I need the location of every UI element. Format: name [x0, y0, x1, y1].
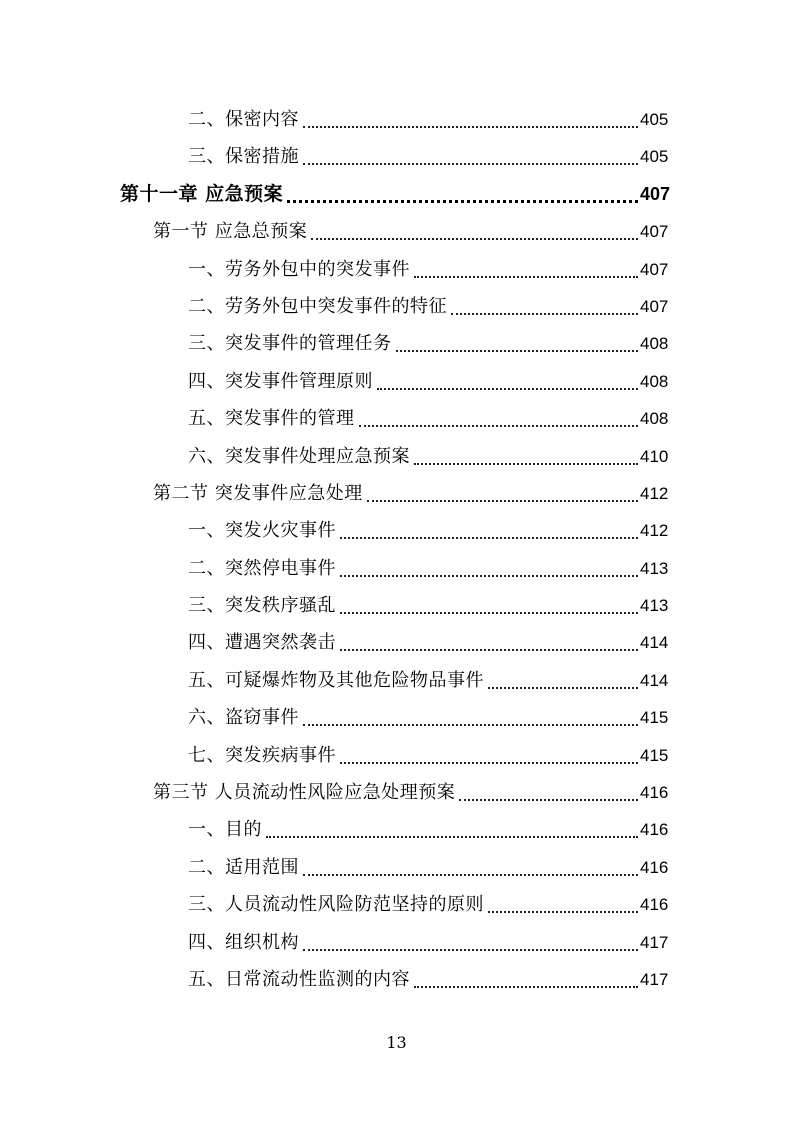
toc-entry-title: 二、突然停电事件: [188, 557, 336, 579]
toc-entry-page: 405: [640, 110, 669, 129]
toc-entry-page: 414: [640, 633, 669, 653]
toc-entry-page: 415: [640, 745, 669, 765]
toc-entry-title: 六、盗窃事件: [188, 707, 299, 729]
toc-entry-title: 第二节 突发事件应急处理: [153, 482, 363, 504]
toc-dot-leader: [414, 463, 638, 465]
toc-entry-title: 三、突发秩序骚乱: [188, 595, 336, 617]
toc-dot-leader: [488, 911, 638, 913]
toc-item-entry[interactable]: [0, 587, 793, 624]
toc-entry-page: 416: [640, 857, 669, 877]
toc-dot-leader: [359, 425, 638, 427]
toc-item-entry[interactable]: [0, 438, 793, 475]
toc-entry-page: 412: [640, 483, 669, 503]
toc-entry-page: 407: [640, 259, 669, 279]
toc-entry-page: 408: [640, 334, 669, 354]
toc-entry-page: 407: [640, 222, 669, 242]
toc-item-entry[interactable]: [0, 886, 793, 923]
toc-dot-leader: [303, 949, 638, 951]
toc-dot-leader: [303, 874, 638, 876]
toc-section-entry[interactable]: [0, 213, 793, 250]
toc-dot-leader: [303, 724, 638, 726]
toc-entry-page: 416: [640, 783, 669, 803]
toc-dot-leader: [266, 836, 638, 838]
toc-dot-leader: [340, 649, 638, 651]
toc-item-entry[interactable]: [0, 251, 793, 288]
toc-entry-title: 一、劳务外包中的突发事件: [188, 258, 410, 280]
toc-entry-title: 第一节 应急总预案: [153, 221, 308, 243]
toc-entry-title: 六、突发事件处理应急预案: [188, 445, 410, 467]
toc-entry-page: 412: [640, 521, 669, 541]
toc-dot-leader: [367, 500, 638, 502]
toc-section-entry[interactable]: [0, 475, 793, 512]
toc-dot-leader: [459, 799, 638, 801]
page-number: 13: [386, 1033, 407, 1052]
toc-entry-title: 五、日常流动性监测的内容: [188, 968, 410, 990]
toc-entry-title: 五、突发事件的管理: [188, 408, 355, 430]
toc-section-entry[interactable]: [0, 774, 793, 811]
toc-entry-title: 四、遭遇突然袭击: [188, 632, 336, 654]
toc-entry-page: 408: [640, 409, 669, 429]
toc-entry-title: 三、人员流动性风险防范坚持的原则: [188, 894, 484, 916]
toc-item-entry[interactable]: [0, 737, 793, 774]
toc-entry-title: 三、保密措施: [188, 146, 299, 168]
toc-dot-leader: [451, 313, 638, 315]
toc-entry-page: 407: [640, 296, 669, 316]
toc-item-entry[interactable]: [0, 101, 793, 138]
toc-entry-page: 413: [640, 558, 669, 578]
toc-item-entry[interactable]: [0, 662, 793, 699]
toc-entry-page: 414: [640, 670, 669, 690]
toc-entry-page: 415: [640, 708, 669, 728]
toc-item-entry[interactable]: [0, 699, 793, 736]
toc-entry-title: 一、突发火灾事件: [188, 520, 336, 542]
toc-item-entry[interactable]: [0, 363, 793, 400]
toc-entry-title: 第三节 人员流动性风险应急处理预案: [153, 782, 456, 804]
toc-entry-title: 第十一章 应急预案: [120, 182, 284, 205]
toc-entry-title: 一、目的: [188, 819, 262, 841]
toc-item-entry[interactable]: [0, 624, 793, 661]
toc-item-entry[interactable]: [0, 512, 793, 549]
toc-entry-page: 417: [640, 969, 669, 989]
toc-dot-leader: [414, 276, 638, 278]
toc-dot-leader: [303, 126, 638, 128]
toc-entry-page: 416: [640, 895, 669, 915]
toc-dot-leader: [414, 986, 638, 988]
toc-item-entry[interactable]: [0, 400, 793, 437]
toc-chapter-entry[interactable]: [0, 176, 793, 213]
toc-item-entry[interactable]: [0, 550, 793, 587]
toc-dot-leader: [377, 388, 638, 390]
toc-entry-title: 四、突发事件管理原则: [188, 370, 373, 392]
toc-dot-leader: [340, 537, 638, 539]
toc-entry-title: 二、适用范围: [188, 856, 299, 878]
toc-entry-title: 七、突发疾病事件: [188, 744, 336, 766]
toc-item-entry[interactable]: [0, 811, 793, 848]
toc-entry-page: 405: [640, 147, 669, 167]
toc-item-entry[interactable]: [0, 961, 793, 998]
toc-dot-leader: [311, 238, 638, 240]
toc-entry-title: 四、组织机构: [188, 931, 299, 953]
toc-item-entry[interactable]: [0, 325, 793, 362]
toc-dot-leader: [340, 575, 638, 577]
toc-entry-page: 408: [640, 371, 669, 391]
toc-entry-title: 五、可疑爆炸物及其他危险物品事件: [188, 669, 484, 691]
toc-dot-leader: [287, 200, 638, 203]
toc-entry-page: 416: [640, 820, 669, 840]
toc-dot-leader: [340, 762, 638, 764]
table-of-contents: [0, 101, 793, 998]
toc-entry-page: 410: [640, 446, 669, 466]
toc-entry-title: 三、突发事件的管理任务: [188, 333, 392, 355]
toc-entry-page: 417: [640, 932, 669, 952]
toc-dot-leader: [488, 687, 638, 689]
toc-item-entry[interactable]: [0, 138, 793, 175]
toc-item-entry[interactable]: [0, 288, 793, 325]
toc-dot-leader: [340, 612, 638, 614]
toc-item-entry[interactable]: [0, 849, 793, 886]
toc-entry-page: 413: [640, 596, 669, 616]
toc-dot-leader: [303, 163, 638, 165]
toc-item-entry[interactable]: [0, 924, 793, 961]
toc-entry-page: 407: [640, 183, 671, 204]
toc-dot-leader: [396, 350, 638, 352]
toc-entry-title: 二、保密内容: [188, 109, 299, 130]
toc-entry-title: 二、劳务外包中突发事件的特征: [188, 295, 447, 317]
